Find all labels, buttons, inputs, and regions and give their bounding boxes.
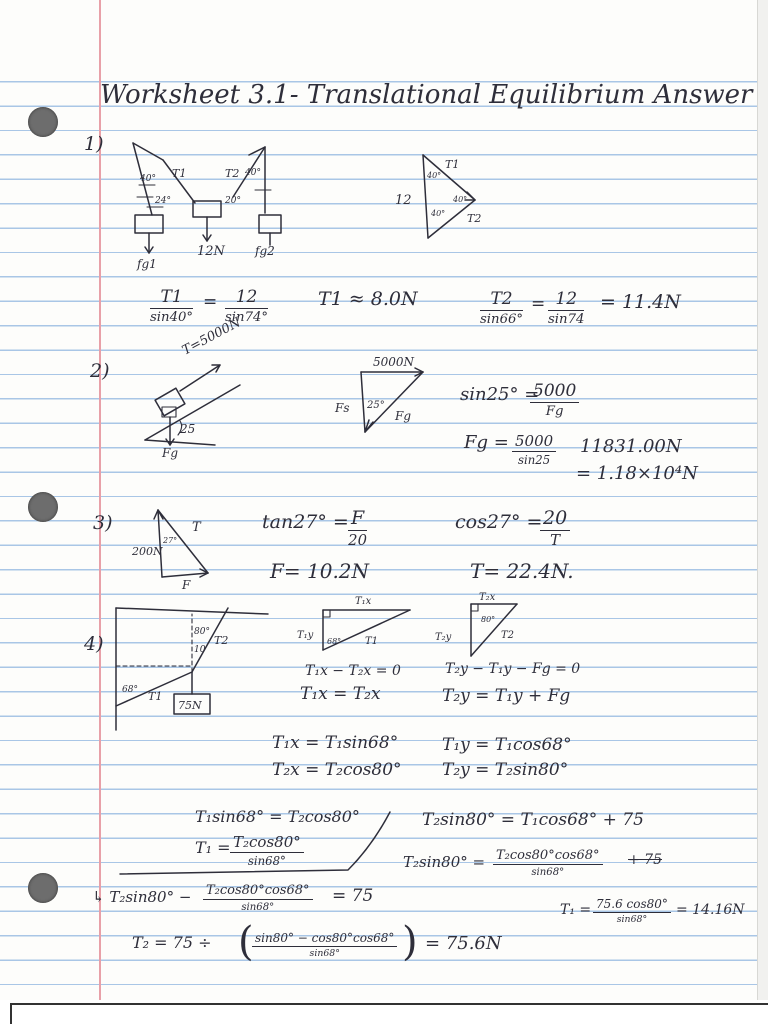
problem-4-number: 4): [84, 633, 104, 655]
p4-angle-top: 80°: [194, 627, 210, 637]
p4-eq-t1-frac: T₂cos80° sin68°: [230, 834, 304, 867]
paper-right-edge: [757, 0, 768, 1000]
p1-tri-side-12: [423, 155, 428, 238]
problem-3-figure: [130, 505, 220, 590]
p4-angle-mid: 10: [194, 645, 206, 655]
p1-center-mass: [193, 201, 221, 217]
p2-eq-5000-over-fg: 5000 Fg: [530, 382, 579, 419]
p2-tri-label-fs: Fs: [335, 401, 350, 415]
p4-eq-t1y-def: T₁y = T₁cos68°: [442, 735, 572, 755]
p4-eq-sub-lhs: T₂sin80° =: [403, 853, 486, 871]
p1-eq-t1-over-sin40: T1 sin40°: [150, 287, 194, 325]
p2-label-fg: Fg: [162, 446, 179, 460]
p2-tension-arrow: [180, 365, 220, 391]
p3-label-angle: 27°: [163, 536, 178, 545]
p4-eq-t1x-t2x: T₁x = T₂x: [300, 684, 381, 704]
p4-eq-y-balance: T₂sin80° = T₁cos68° + 75: [422, 810, 644, 830]
p4-eq-sum-y: T₂y − T₁y − Fg = 0: [445, 661, 581, 677]
p4-tri1-label-t1: T1: [365, 636, 379, 647]
p4-substitution-arrow: [110, 808, 400, 880]
p1-right-mass: [259, 215, 281, 233]
problem-2-vector-triangle: [335, 350, 435, 440]
p1-label-12n: 12N: [197, 244, 225, 259]
p1-angle-e: 20°: [225, 196, 241, 206]
p3-cos-lhs: cos27° =: [455, 511, 543, 533]
p2-tri-angle: 25°: [367, 400, 385, 411]
p2-block: [155, 388, 185, 416]
p3-result-t: T= 22.4N.: [470, 559, 574, 583]
p4-eq-t1-final-lhs: T₁ =: [560, 902, 592, 918]
p3-label-t: T: [192, 520, 201, 535]
p4-eq-sub-frac: T₂cos80°cos68° sin68°: [493, 849, 603, 878]
p1-angle-b: 24°: [155, 196, 171, 206]
problem-4-t2-triangle: [435, 590, 530, 660]
p1-eq-equals-2: =: [531, 294, 546, 314]
paper-top-margin: [0, 0, 768, 78]
p3-cos-frac: 20 T: [540, 508, 570, 549]
p4-eq-t2y-def: T₂y = T₂sin80°: [442, 760, 569, 780]
p4-label-t2: T2: [214, 634, 229, 647]
p3-tan-frac: F 20: [348, 507, 368, 549]
p2-eq-5000-over-sin25: 5000 sin25: [512, 433, 556, 466]
p3-label-f: F: [182, 578, 191, 592]
p2-tri-label-5000n: 5000N: [373, 355, 415, 369]
problem-2-figure: [140, 315, 280, 460]
p4-eq-t2y: T₂y = T₁y + Fg: [442, 686, 571, 706]
scan-border-frame: [10, 1003, 768, 1024]
p1-label-fg1: fg1: [137, 257, 157, 271]
problem-2-number: 2): [90, 360, 110, 382]
p4-eq-t2-frac: sin80° − cos80°cos68° sin68°: [252, 932, 397, 959]
p2-fg-value: 11831.00N: [580, 436, 682, 457]
p2-eq-sin25: sin25° =: [460, 384, 540, 405]
p4-tri2-angle: 80°: [481, 615, 496, 624]
p4-paren-open: (: [238, 919, 254, 965]
worksheet-title: Worksheet 3.1- Translational Equilibrium Answer: [100, 80, 753, 110]
punch-hole-top: [28, 107, 58, 137]
p3-vertical-side: [158, 510, 162, 577]
p1-eq-t2-over-sin66: T2 sin66°: [480, 289, 524, 327]
p4-eq-t1-final-frac: 75.6 cos80° sin68°: [593, 898, 671, 925]
p4-tri2-label-ty: T₂y: [435, 632, 452, 643]
p4-eq-collect-frac: T₂cos80°cos68° sin68°: [203, 884, 313, 913]
p4-eq-sub-tail: + 75: [628, 852, 662, 868]
p1-tri-label-12: 12: [395, 193, 412, 208]
p4-ceiling: [116, 608, 268, 614]
problem-4-t1-triangle: [295, 590, 420, 655]
p4-eq-collect-lhs: ↳ T₂sin80° −: [92, 888, 192, 906]
p1-eq-12-over-sin74: 12 sin74°: [225, 287, 269, 325]
problem-1-number: 1): [84, 133, 104, 155]
p4-eq-collect-tail: = 75: [332, 886, 374, 906]
p4-eq-t1x-def: T₁x = T₁sin68°: [272, 733, 399, 753]
p3-tan-lhs: tan27° =: [262, 511, 349, 533]
p4-tri2-label-tx: T₂x: [479, 592, 496, 603]
p4-tri2-label-t2: T2: [501, 630, 515, 641]
p2-eq-fg-label: Fg =: [464, 432, 509, 453]
p1-result-t2: = 11.4N: [600, 291, 681, 313]
problem-1-vector-triangle: [395, 150, 505, 245]
p4-tri1-angle: 68°: [327, 637, 342, 646]
p4-label-75n: 75N: [178, 699, 202, 712]
p3-result-f: F= 10.2N: [270, 559, 370, 583]
p4-eq-x-balance: T₁sin68° = T₂cos80°: [195, 807, 360, 826]
p1-tri-label-t1: T1: [445, 158, 460, 171]
p2-tri-label-fg: Fg: [395, 409, 412, 423]
problem-4-figure: [108, 600, 283, 735]
p2-label-tension: T=5000N: [179, 315, 244, 359]
p1-label-t1: T1: [172, 167, 187, 180]
p4-eq-t2x-def: T₂x = T₂cos80°: [272, 760, 402, 780]
p4-label-t1: T1: [148, 690, 163, 703]
p1-angle-c: 40°: [245, 168, 261, 178]
p3-label-200n: 200N: [132, 545, 163, 558]
p1-eq-12-over-sin74-b: 12 sin74: [548, 289, 585, 327]
p4-paren-close: ): [402, 919, 418, 965]
p1-label-t2: T2: [225, 167, 240, 180]
p1-tri-angle-3: 40°: [453, 195, 468, 204]
p1-label-fg2: fg2: [255, 244, 275, 258]
p2-ground: [145, 440, 215, 445]
p1-eq-equals-1: =: [203, 292, 218, 312]
p4-eq-t1-lhs: T₁ =: [195, 838, 231, 857]
p2-fg-scientific: = 1.18×10⁴N: [576, 463, 698, 484]
p1-tri-label-t2: T2: [467, 212, 482, 225]
problem-3-number: 3): [93, 512, 113, 534]
p1-tri-angle-2: 40°: [431, 209, 446, 218]
p4-eq-sum-x: T₁x − T₂x = 0: [305, 663, 401, 679]
p4-eq-t2-lhs: T₂ = 75 ÷: [132, 933, 212, 952]
p4-tri1-label-ty: T₁y: [297, 630, 314, 641]
p1-result-t1: T1 ≈ 8.0N: [318, 288, 418, 310]
problem-1-figure: [125, 135, 295, 275]
p4-result-t1: = 14.16N: [676, 902, 745, 918]
punch-hole-middle: [28, 492, 58, 522]
p4-result-t2: = 75.6N: [425, 933, 502, 954]
p4-angle-left: 68°: [122, 685, 138, 695]
p1-tri-angle-1: 40°: [427, 171, 442, 180]
p1-angle-a: 40°: [140, 174, 156, 184]
p1-left-mass: [135, 215, 163, 233]
punch-hole-bottom: [28, 873, 58, 903]
p4-tri1-label-tx: T₁x: [355, 596, 372, 607]
p2-label-angle: 25: [180, 422, 196, 436]
